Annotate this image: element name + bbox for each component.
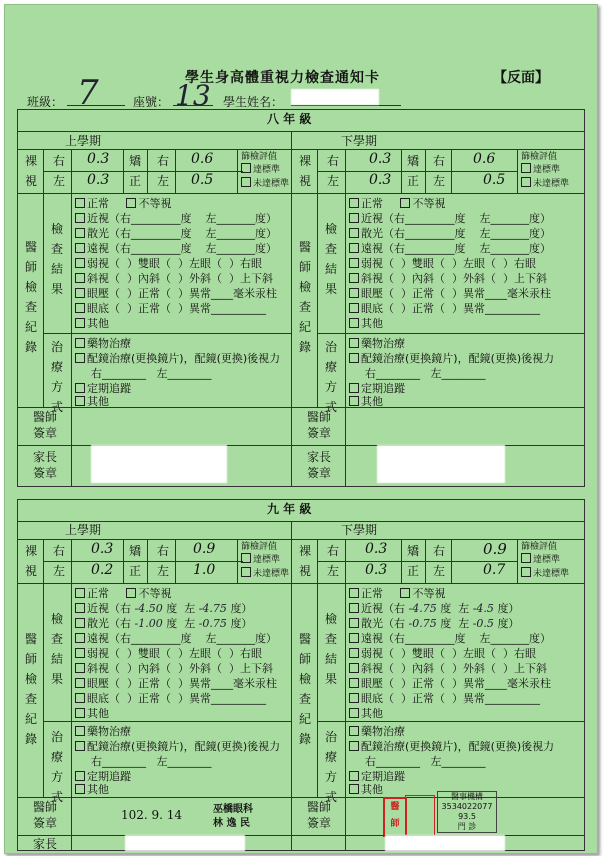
g9-s1-clinic: 巫橋眼科 [213,804,253,815]
clinic-stamp: 醫事機構 3534022077 93.5 門 診 [437,791,497,833]
seat-value: 13 [175,79,211,112]
g8-sem1: 上學期 [65,134,102,148]
class-value: 7 [77,73,99,113]
side-label: 【反面】 [493,70,549,86]
g8-parent-redact-1 [91,445,227,483]
name-label: 學生姓名： [223,95,284,109]
grade9-title: 九 年 級 [267,502,312,516]
g8-sem2: 下學期 [341,134,378,148]
doctor-seal: 醫 師 [383,797,407,837]
card-title: 學生身高體重視力檢查通知卡 [185,70,380,86]
g9-s1-doctor: 林 逸 民 [213,818,250,829]
health-card: 學生身高體重視力檢查通知卡 【反面】 班級： 7 座號： 13 學生姓名： 八 年 級 上學期 下學期 裸 視 右 左 0.3 0.3 矯 正 右 左 0.6 0.5 篩檢評值 達標準 未達標準 裸 視 右 左 0.3 0.3 矯 正 右 左 0.6 0.5 篩檢評值 達標準 未達標準 醫 師 檢 查 紀 錄 醫 師 檢 查 紀 錄 檢 查 結 果 檢 查 結 果 正常 不等視 近視（右_________度 左_______度） 散光（右_________度 左_______度） 遠視（右_________度 左_______度） 弱視（ ）雙眼（ ）左眼（ ）右眼 斜視（ ）內斜（ ）外斜（ ）上下斜 眼壓（ ）正常（ ）異常____毫米汞柱 眼底（ ）正常（ ）異常__________ 其他 治 療 方 式 藥物治療 配鏡治療(更換鏡片)，配鏡(更換)後視力 右________ 左________ 定期追蹤 其他 正常 不等視 近視（右_________度 左_______度） 散光（右_________度 左_______度） 遠視（右_________度 左_______度） 弱視（ ）雙眼（ ）左眼（ ）右眼 斜視（ ）內斜（ ）外斜（ ）上下斜 眼壓（ ）正常（ ）異常____毫米汞柱 眼底（ ）正常（ ）異常__________ 其他 治 療 方 式 藥物治療 配鏡治療(更換鏡片)，配鏡(更換)後視力 右________ 左________ 定期追蹤 其他 醫師 簽章 醫師 簽章 家長 簽章 家長 簽章 九 年 級 上學期 下學期 裸 視 右 左 0.3 0.2 矯 正 右 左 0.9 1.0 篩檢評值 達標準 未達標準 裸 視 右 左 0.3 0.3 矯 正 右 左 0.9 0.7 篩檢評值 達標準 未達標準 醫 師 檢 查 紀 錄 醫 師 檢 查 紀 錄 檢 查 結 果 檢 查 結 果 正常 不等視 近視（右 -4.50 度 左 -4.75 度） 散光（右 -1.00 度 左 -0.75 度） 遠視（右_________度 左_______度） 弱視（ ）雙眼（ ）左眼（ ）右眼 斜視（ ）內斜（ ）外斜（ ）上下斜 眼壓（ ）正常（ ）異常____毫米汞柱 眼底（ ）正常（ ）異常__________ 其他 治 療 方 式 藥物治療 配鏡治療(更換鏡片)，配鏡(更換)後視力 右________ 左________ 定期追蹤 其他 正常 不等視 近視（右 -4.75 度 左 -4.5 度） 散光（右 -0.75 度 左 -0.5 度） 遠視（右_________度 左_______度） 弱視（ ）雙眼（ ）左眼（ ）右眼 斜視（ ）內斜（ ）外斜（ ）上下斜 眼壓（ ）正常（ ）異常____毫米汞柱 眼底（ ）正常（ ）異常__________ 其他 治 療 方 式 藥物治療 配鏡治療(更換鏡片)，配鏡(更換)後視力 右________ 左________ 定期追蹤 其他 醫師 簽章 醫師 簽章 102. 9. 14 巫橋眼科 林 逸 民 醫 師 醫事機構 3534022077 93.5 門 診 家長 [4,4,598,854]
grade8-title: 八 年 級 [267,112,312,126]
g9-s1-date: 102. 9. 14 [121,808,183,822]
g9-parent-redact-2 [385,835,505,851]
name-redaction [291,89,379,105]
g8-parent-redact-2 [377,445,505,483]
class-label: 班級： [27,95,64,109]
seat-label: 座號： [133,95,170,109]
g9-parent-redact-1 [125,835,245,851]
